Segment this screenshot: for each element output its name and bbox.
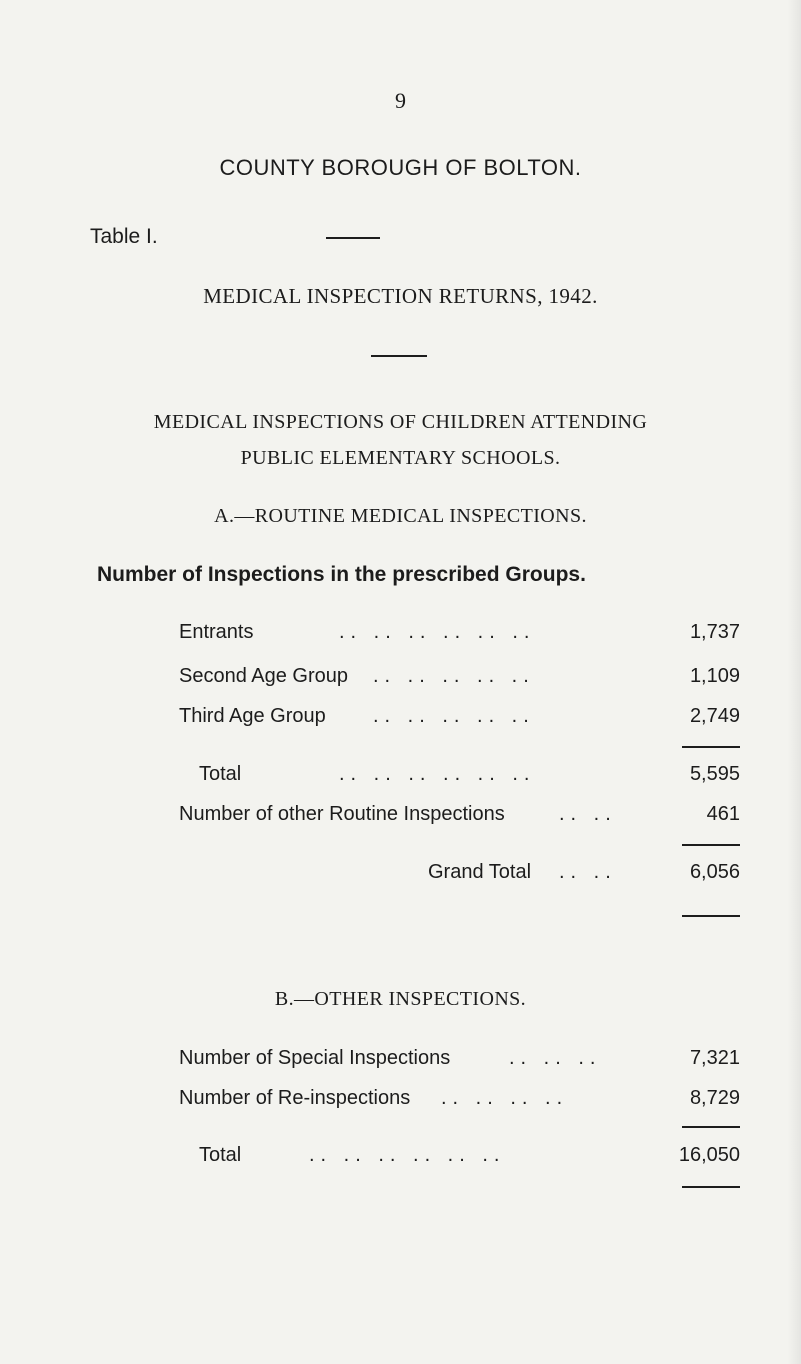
subtotal-rule (682, 1126, 740, 1128)
section-a-subheading: Number of Inspections in the prescribed Groups. (97, 563, 586, 586)
row-value: 6,056 (689, 861, 740, 883)
table-row (179, 621, 740, 651)
row-leader: .. .. .. .. .. (373, 705, 535, 727)
table-row (179, 1047, 740, 1077)
row-leader: .. .. .. .. .. .. (339, 621, 536, 643)
main-heading-line1: MEDICAL INSPECTIONS OF CHILDREN ATTENDING (153, 411, 648, 433)
row-label: Total (199, 763, 242, 785)
document-title: COUNTY BOROUGH OF BOLTON. (219, 155, 582, 180)
row-value: 2,749 (689, 705, 740, 727)
total-rule (682, 915, 740, 917)
row-value: 7,321 (689, 1047, 740, 1069)
returns-heading: MEDICAL INSPECTION RETURNS, 1942. (203, 284, 598, 308)
row-label: Entrants (179, 621, 254, 643)
row-value: 461 (706, 803, 740, 825)
table-row (179, 705, 740, 735)
table-row (179, 763, 740, 793)
row-value: 8,729 (689, 1087, 740, 1109)
row-label: Second Age Group (179, 665, 349, 687)
row-leader: .. .. .. .. .. (373, 665, 535, 687)
subtotal-rule (682, 844, 740, 846)
row-value: 5,595 (689, 763, 740, 785)
row-value: 16,050 (678, 1144, 740, 1166)
table-row (179, 665, 740, 695)
table-row (179, 1087, 740, 1117)
subtotal-rule (682, 746, 740, 748)
section-a-heading: A.—ROUTINE MEDICAL INSPECTIONS. (214, 505, 587, 527)
page-edge-shadow (787, 0, 801, 1364)
table-row (179, 1144, 740, 1174)
section-dash (371, 355, 427, 357)
table-row (179, 861, 740, 891)
table-label: Table I. (90, 225, 158, 248)
row-label: Third Age Group (179, 705, 326, 727)
row-label: Number of other Routine Inspections (179, 803, 505, 825)
row-leader: .. .. (559, 861, 617, 883)
table-row (179, 803, 740, 833)
row-leader: .. .. .. .. (441, 1087, 569, 1109)
row-leader: .. .. .. .. .. .. (339, 763, 536, 785)
row-value: 1,737 (689, 621, 740, 643)
row-value: 1,109 (689, 665, 740, 687)
main-heading-line2: PUBLIC ELEMENTARY SCHOOLS. (240, 447, 561, 469)
page-number: 9 (395, 88, 406, 113)
row-leader: .. .. (559, 803, 617, 825)
title-dash (326, 237, 380, 239)
row-leader: .. .. .. .. .. .. (309, 1144, 506, 1166)
row-leader: .. .. .. (509, 1047, 602, 1069)
row-label: Total (199, 1144, 242, 1166)
row-label: Grand Total (428, 861, 532, 883)
row-label: Number of Re-inspections (179, 1087, 411, 1109)
total-rule (682, 1186, 740, 1188)
section-b-heading: B.—OTHER INSPECTIONS. (274, 988, 527, 1010)
row-label: Number of Special Inspections (179, 1047, 451, 1069)
